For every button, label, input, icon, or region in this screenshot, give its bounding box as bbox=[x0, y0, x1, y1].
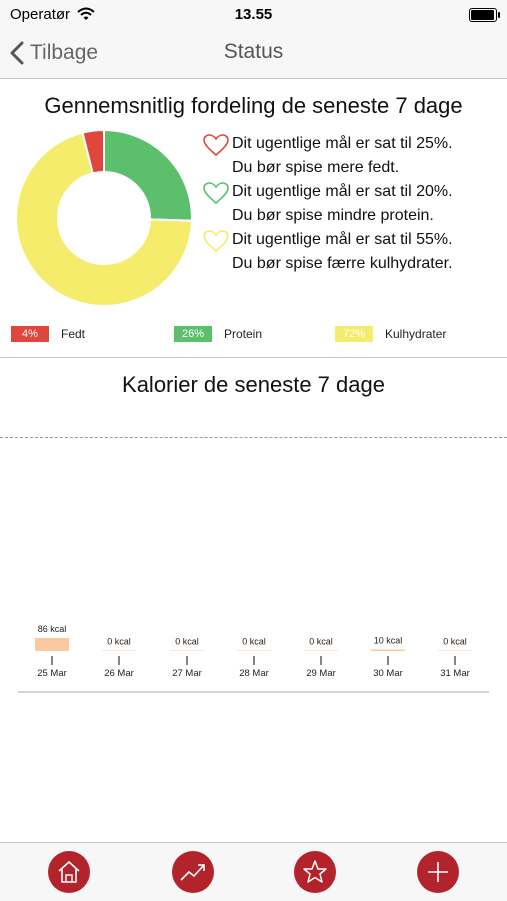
legend-carbs-label: Kulhydrater bbox=[385, 327, 447, 341]
tab-add[interactable] bbox=[417, 851, 459, 893]
section-divider bbox=[0, 357, 507, 358]
calorie-bar bbox=[35, 638, 69, 651]
clock: 13.55 bbox=[234, 6, 273, 23]
macro-donut-chart bbox=[14, 128, 194, 308]
x-tick-label: 26 Mar bbox=[104, 668, 134, 679]
calorie-bar bbox=[102, 651, 136, 652]
x-tick-label: 25 Mar bbox=[37, 668, 67, 679]
trend-icon bbox=[179, 861, 207, 883]
calorie-bar bbox=[438, 651, 472, 652]
goal-fat-target: Dit ugentlige mål er sat til 25%. bbox=[232, 135, 453, 152]
x-tick-label: 27 Mar bbox=[172, 668, 202, 679]
legend-carbs bbox=[335, 325, 446, 343]
goal-protein-advice: Du bør spise mindre protein. bbox=[232, 207, 434, 224]
page-title: Status bbox=[223, 40, 284, 63]
plus-icon bbox=[425, 859, 451, 885]
battery-icon bbox=[469, 8, 497, 22]
calorie-bar bbox=[237, 651, 271, 652]
bar-value-label: 0 kcal bbox=[309, 636, 333, 647]
bar-value-label: 0 kcal bbox=[242, 636, 266, 647]
heart-outline-icon bbox=[203, 230, 229, 252]
goal-carbs-advice: Du bør spise færre kulhydrater. bbox=[232, 255, 453, 272]
tab-bar bbox=[0, 842, 507, 901]
legend-protein-swatch: 26% bbox=[174, 326, 212, 342]
legend-fat-swatch: 4% bbox=[11, 326, 49, 342]
calories-bar-chart bbox=[0, 600, 507, 700]
tab-stats[interactable] bbox=[172, 851, 214, 893]
legend-protein-label: Protein bbox=[224, 327, 263, 341]
distribution-title: Gennemsnitlig fordeling de seneste 7 dage bbox=[44, 93, 463, 118]
heart-outline-icon bbox=[203, 182, 229, 204]
bar-value-label: 10 kcal bbox=[373, 635, 403, 646]
status-bar bbox=[0, 0, 507, 28]
legend-protein bbox=[174, 325, 262, 343]
tab-home[interactable] bbox=[48, 851, 90, 893]
x-tick-label: 30 Mar bbox=[373, 668, 403, 679]
x-tick-label: 31 Mar bbox=[440, 668, 470, 679]
x-tick-label: 28 Mar bbox=[239, 668, 269, 679]
chart-top-line bbox=[0, 437, 507, 438]
tab-favorites[interactable] bbox=[294, 851, 336, 893]
calorie-bar bbox=[304, 651, 338, 652]
navigation-bar bbox=[0, 28, 507, 79]
bar-value-label: 0 kcal bbox=[175, 636, 199, 647]
legend-fat bbox=[11, 325, 85, 343]
legend-fat-label: Fedt bbox=[61, 327, 86, 341]
heart-outline-icon bbox=[203, 134, 229, 156]
bar-value-label: 0 kcal bbox=[443, 636, 467, 647]
donut-slice-protein bbox=[104, 130, 192, 221]
goal-protein-target: Dit ugentlige mål er sat til 20%. bbox=[232, 183, 453, 200]
calorie-bar bbox=[371, 649, 405, 651]
calorie-bar bbox=[170, 651, 204, 652]
back-label: Tilbage bbox=[30, 41, 99, 64]
x-tick-label: 29 Mar bbox=[306, 668, 336, 679]
legend-carbs-swatch: 72% bbox=[335, 326, 373, 342]
home-icon bbox=[56, 860, 82, 884]
goal-fat-advice: Du bør spise mere fedt. bbox=[232, 159, 400, 176]
star-icon bbox=[302, 859, 328, 885]
bar-value-label: 0 kcal bbox=[107, 636, 131, 647]
carrier-label: Operatør bbox=[10, 6, 71, 23]
bar-value-label: 86 kcal bbox=[37, 624, 67, 634]
calories-title: Kalorier de seneste 7 dage bbox=[122, 372, 385, 397]
goal-carbs-target: Dit ugentlige mål er sat til 55%. bbox=[232, 231, 453, 248]
